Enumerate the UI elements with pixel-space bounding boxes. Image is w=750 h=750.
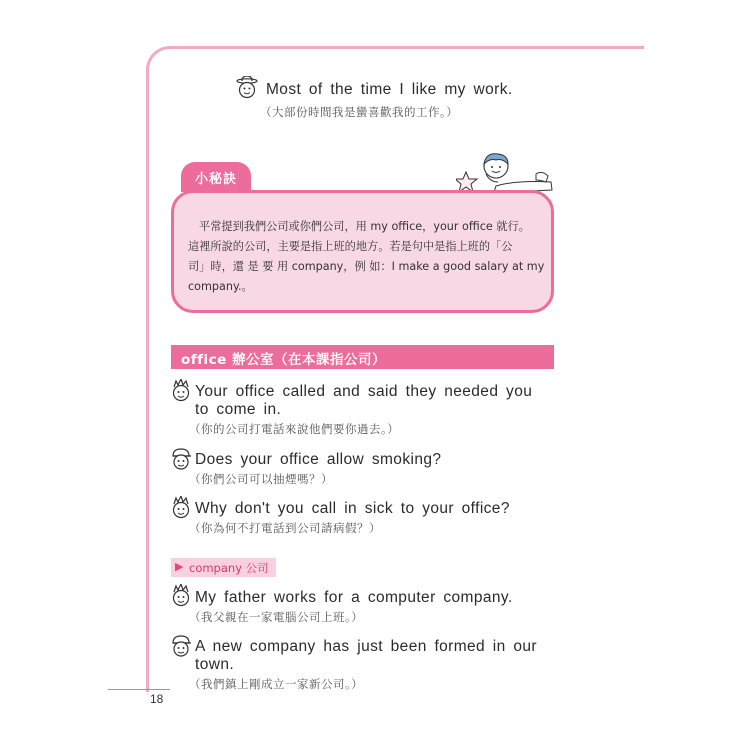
- tip-line: 這裡所說的公司，主要是指上班的地方。若是句中是指上班的「公: [188, 240, 513, 253]
- tip-line: company.。: [188, 280, 253, 293]
- tip-title: 小秘訣: [194, 172, 237, 187]
- footer-rule: [108, 689, 170, 690]
- intro-english: Most of the time I like my work.: [266, 81, 513, 98]
- example-english: Does your office allow smoking?: [195, 451, 442, 468]
- example-chinese: （我們鎮上剛成立一家新公司。）: [189, 677, 364, 691]
- subsection-header: [171, 558, 276, 577]
- example-english: My father works for a computer company.: [195, 589, 513, 606]
- intro-chinese: （大部份時間我是蠻喜歡我的工作。）: [260, 105, 459, 119]
- page-number: 18: [150, 692, 164, 706]
- cap-face-icon: [170, 634, 192, 658]
- example-english: town.: [195, 656, 235, 673]
- example-english: Your office called and said they needed you: [195, 383, 533, 400]
- page-frame-left: [146, 72, 149, 692]
- section-title: office 辦公室（在本課指公司）: [181, 352, 387, 368]
- tip-line: 平常提到我們公司或你們公司，用 my office，your office 就行。: [199, 220, 530, 233]
- tip-tab: [181, 162, 251, 192]
- spiky-hair-face-icon: [170, 584, 192, 608]
- play-arrow-icon: ▶: [175, 560, 184, 573]
- cowboy-face-icon: [236, 76, 258, 100]
- tip-line: 司」時，還 是 要 用 company，例 如：I make a good salary at my: [188, 260, 545, 273]
- example-english: A new company has just been formed in our: [195, 638, 537, 655]
- subsection-title: company 公司: [189, 561, 269, 575]
- example-english: Why don't you call in sick to your office?: [195, 500, 510, 517]
- page-frame-corner: [146, 46, 174, 74]
- page-frame-top: [170, 46, 644, 49]
- spiky-hair-face-icon: [170, 379, 192, 403]
- example-chinese: （我父親在一家電腦公司上班。）: [189, 610, 364, 624]
- spiky-hair-face-icon: [170, 496, 192, 520]
- example-english: to come in.: [195, 401, 282, 418]
- example-chinese: （你為何不打電話到公司請病假？）: [189, 521, 381, 535]
- example-chinese: （你們公司可以抽煙嗎？）: [189, 472, 333, 486]
- example-chinese: （你的公司打電話來說他們要你過去。）: [189, 422, 400, 436]
- cap-face-icon: [170, 447, 192, 471]
- section-header: [171, 345, 554, 369]
